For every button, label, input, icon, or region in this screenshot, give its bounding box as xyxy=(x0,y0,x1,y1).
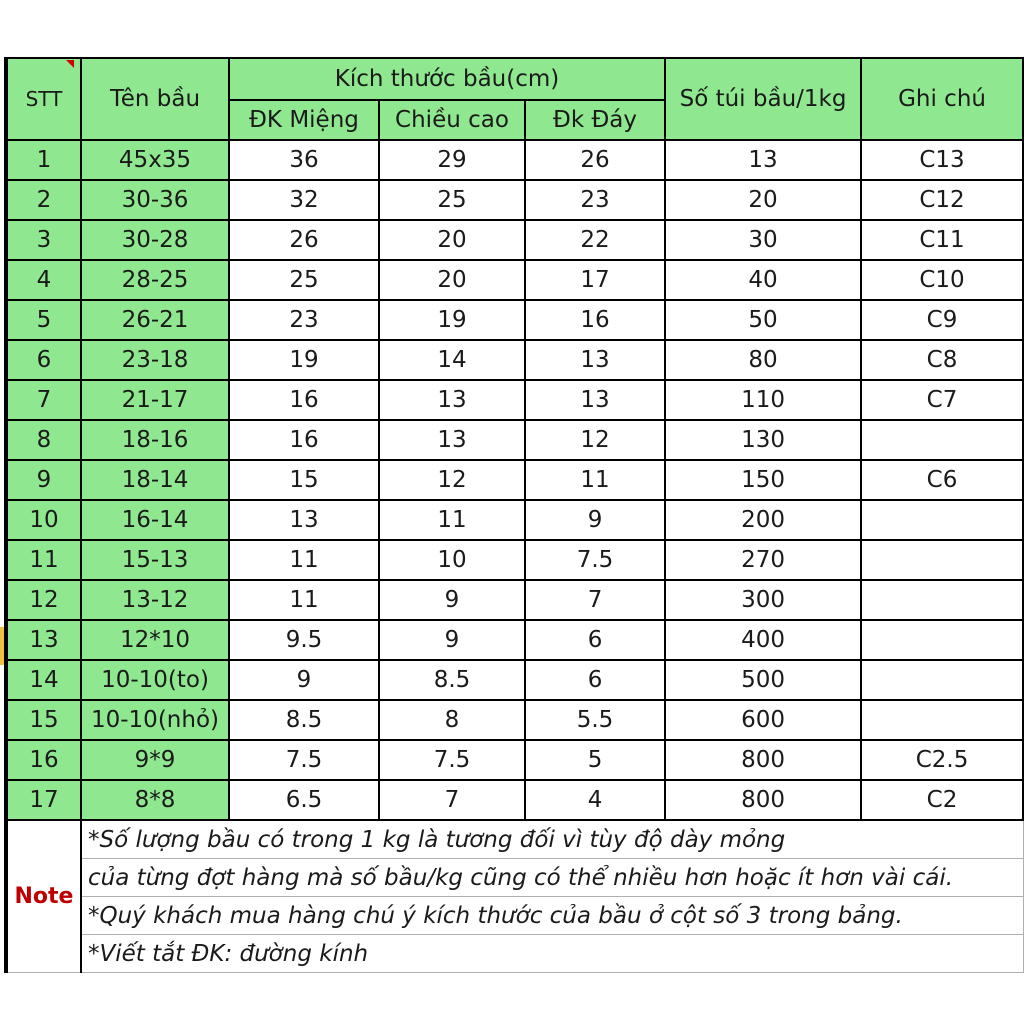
cell-so-tui[interactable]: 30 xyxy=(665,220,861,260)
header-kich-thuoc[interactable]: Kích thước bầu(cm) xyxy=(229,58,665,100)
comment-indicator xyxy=(66,60,74,68)
cell-dk-day[interactable]: 6 xyxy=(525,620,665,660)
note-line[interactable]: *Viết tắt ĐK: đường kính xyxy=(81,935,1023,973)
cell-chieu-cao[interactable]: 25 xyxy=(379,180,525,220)
cell-ten-bau[interactable]: 45x35 xyxy=(81,140,229,180)
table-row xyxy=(7,220,1023,260)
cell-ten-bau[interactable]: 8*8 xyxy=(81,780,229,820)
cell-ten-bau[interactable]: 30-36 xyxy=(81,180,229,220)
table-row xyxy=(7,700,1023,740)
cell-stt[interactable]: 10 xyxy=(7,500,81,540)
cell-ten-bau[interactable]: 18-16 xyxy=(81,420,229,460)
table-row xyxy=(7,580,1023,620)
cell-ten-bau[interactable]: 12*10 xyxy=(81,620,229,660)
cell-dk-mieng[interactable]: 13 xyxy=(229,500,379,540)
cell-ghi-chu[interactable]: C8 xyxy=(861,340,1023,380)
cell-chieu-cao[interactable]: 9 xyxy=(379,620,525,660)
row-selection-marker xyxy=(0,627,4,665)
cell-dk-day[interactable]: 23 xyxy=(525,180,665,220)
cell-ten-bau[interactable]: 10-10(nhỏ) xyxy=(81,700,229,740)
cell-stt[interactable]: 5 xyxy=(7,300,81,340)
cell-ten-bau[interactable]: 21-17 xyxy=(81,380,229,420)
cell-so-tui[interactable]: 40 xyxy=(665,260,861,300)
cell-dk-day[interactable]: 4 xyxy=(525,780,665,820)
cell-ten-bau[interactable]: 30-28 xyxy=(81,220,229,260)
cell-ghi-chu[interactable]: C7 xyxy=(861,380,1023,420)
cell-dk-mieng[interactable]: 7.5 xyxy=(229,740,379,780)
note-row xyxy=(7,935,1023,973)
cell-stt[interactable]: 12 xyxy=(7,580,81,620)
cell-ten-bau[interactable]: 26-21 xyxy=(81,300,229,340)
cell-stt[interactable]: 9 xyxy=(7,460,81,500)
cell-dk-day[interactable]: 17 xyxy=(525,260,665,300)
note-label[interactable]: Note xyxy=(7,820,81,973)
cell-dk-mieng[interactable]: 16 xyxy=(229,420,379,460)
cell-dk-day[interactable]: 22 xyxy=(525,220,665,260)
table-row xyxy=(7,460,1023,500)
cell-dk-day[interactable]: 16 xyxy=(525,300,665,340)
header-so-tui[interactable]: Số túi bầu/1kg xyxy=(665,58,861,140)
cell-dk-day[interactable]: 11 xyxy=(525,460,665,500)
cell-ten-bau[interactable]: 13-12 xyxy=(81,580,229,620)
note-row xyxy=(7,897,1023,935)
cell-dk-mieng[interactable]: 36 xyxy=(229,140,379,180)
cell-dk-mieng[interactable]: 15 xyxy=(229,460,379,500)
table-row xyxy=(7,300,1023,340)
cell-stt[interactable]: 1 xyxy=(7,140,81,180)
cell-dk-day[interactable]: 5 xyxy=(525,740,665,780)
cell-chieu-cao[interactable]: 14 xyxy=(379,340,525,380)
cell-dk-day[interactable]: 7.5 xyxy=(525,540,665,580)
header-dk-mieng[interactable]: ĐK Miệng xyxy=(229,100,379,140)
cell-dk-day[interactable]: 26 xyxy=(525,140,665,180)
cell-so-tui[interactable]: 20 xyxy=(665,180,861,220)
cell-dk-mieng[interactable]: 19 xyxy=(229,340,379,380)
cell-chieu-cao[interactable]: 19 xyxy=(379,300,525,340)
cell-dk-day[interactable]: 9 xyxy=(525,500,665,540)
cell-so-tui[interactable]: 500 xyxy=(665,660,861,700)
cell-chieu-cao[interactable]: 7 xyxy=(379,780,525,820)
table-row xyxy=(7,340,1023,380)
cell-stt[interactable]: 13 xyxy=(7,620,81,660)
cell-dk-mieng[interactable]: 9.5 xyxy=(229,620,379,660)
cell-dk-mieng[interactable]: 23 xyxy=(229,300,379,340)
header-dk-day[interactable]: Đk Đáy xyxy=(525,100,665,140)
cell-so-tui[interactable]: 270 xyxy=(665,540,861,580)
cell-stt[interactable]: 8 xyxy=(7,420,81,460)
cell-chieu-cao[interactable]: 8.5 xyxy=(379,660,525,700)
cell-ghi-chu[interactable]: C2 xyxy=(861,780,1023,820)
cell-ghi-chu[interactable]: C10 xyxy=(861,260,1023,300)
cell-stt[interactable]: 14 xyxy=(7,660,81,700)
cell-so-tui[interactable]: 400 xyxy=(665,620,861,660)
cell-stt[interactable]: 15 xyxy=(7,700,81,740)
table-row xyxy=(7,740,1023,780)
cell-ghi-chu[interactable] xyxy=(861,660,1023,700)
cell-so-tui[interactable]: 110 xyxy=(665,380,861,420)
cell-ghi-chu[interactable]: C2.5 xyxy=(861,740,1023,780)
cell-stt[interactable]: 2 xyxy=(7,180,81,220)
cell-ghi-chu[interactable]: C6 xyxy=(861,460,1023,500)
cell-chieu-cao[interactable]: 20 xyxy=(379,260,525,300)
cell-dk-day[interactable]: 12 xyxy=(525,420,665,460)
table-row xyxy=(7,540,1023,580)
cell-dk-day[interactable]: 5.5 xyxy=(525,700,665,740)
header-chieu-cao[interactable]: Chiều cao xyxy=(379,100,525,140)
cell-ten-bau[interactable]: 15-13 xyxy=(81,540,229,580)
cell-ghi-chu[interactable] xyxy=(861,540,1023,580)
cell-chieu-cao[interactable]: 8 xyxy=(379,700,525,740)
note-line[interactable]: *Số lượng bầu có trong 1 kg là tương đối vì tùy độ dày mỏng xyxy=(81,820,1023,859)
cell-chieu-cao[interactable]: 13 xyxy=(379,380,525,420)
cell-dk-mieng[interactable]: 9 xyxy=(229,660,379,700)
cell-dk-mieng[interactable]: 6.5 xyxy=(229,780,379,820)
cell-dk-day[interactable]: 7 xyxy=(525,580,665,620)
cell-so-tui[interactable]: 800 xyxy=(665,780,861,820)
table-body xyxy=(7,140,1023,820)
table-row xyxy=(7,420,1023,460)
table-row xyxy=(7,660,1023,700)
cell-so-tui[interactable]: 13 xyxy=(665,140,861,180)
header-ten-bau[interactable]: Tên bầu xyxy=(81,58,229,140)
cell-dk-mieng[interactable]: 26 xyxy=(229,220,379,260)
cell-so-tui[interactable]: 600 xyxy=(665,700,861,740)
cell-ghi-chu[interactable] xyxy=(861,620,1023,660)
cell-dk-mieng[interactable]: 32 xyxy=(229,180,379,220)
table-row xyxy=(7,500,1023,540)
table-row xyxy=(7,260,1023,300)
table-row xyxy=(7,140,1023,180)
cell-ghi-chu[interactable]: C11 xyxy=(861,220,1023,260)
header-ghi-chu[interactable]: Ghi chú xyxy=(861,58,1023,140)
cell-ghi-chu[interactable]: C9 xyxy=(861,300,1023,340)
notes-section xyxy=(7,820,1023,973)
cell-so-tui[interactable]: 80 xyxy=(665,340,861,380)
cell-chieu-cao[interactable]: 12 xyxy=(379,460,525,500)
cell-chieu-cao[interactable]: 10 xyxy=(379,540,525,580)
cell-so-tui[interactable]: 50 xyxy=(665,300,861,340)
cell-dk-day[interactable]: 13 xyxy=(525,380,665,420)
cell-stt[interactable]: 6 xyxy=(7,340,81,380)
cell-ten-bau[interactable]: 28-25 xyxy=(81,260,229,300)
cell-so-tui[interactable]: 130 xyxy=(665,420,861,460)
bag-size-table xyxy=(6,57,1024,973)
note-line[interactable]: của từng đợt hàng mà số bầu/kg cũng có thể nhiều hơn hoặc ít hơn vài cái. xyxy=(81,859,1023,897)
cell-dk-day[interactable]: 6 xyxy=(525,660,665,700)
cell-stt[interactable]: 16 xyxy=(7,740,81,780)
cell-chieu-cao[interactable]: 9 xyxy=(379,580,525,620)
cell-stt[interactable]: 4 xyxy=(7,260,81,300)
header-row-1 xyxy=(7,58,1023,100)
note-line[interactable]: *Quý khách mua hàng chú ý kích thước của bầu ở cột số 3 trong bảng. xyxy=(81,897,1023,935)
cell-chieu-cao[interactable]: 11 xyxy=(379,500,525,540)
header-stt[interactable]: STT xyxy=(7,58,81,140)
cell-chieu-cao[interactable]: 20 xyxy=(379,220,525,260)
cell-ghi-chu[interactable] xyxy=(861,580,1023,620)
cell-stt[interactable]: 3 xyxy=(7,220,81,260)
cell-so-tui[interactable]: 150 xyxy=(665,460,861,500)
cell-so-tui[interactable]: 800 xyxy=(665,740,861,780)
cell-chieu-cao[interactable]: 7.5 xyxy=(379,740,525,780)
note-row xyxy=(7,859,1023,897)
cell-chieu-cao[interactable]: 29 xyxy=(379,140,525,180)
cell-ten-bau[interactable]: 23-18 xyxy=(81,340,229,380)
cell-ten-bau[interactable]: 9*9 xyxy=(81,740,229,780)
table-row xyxy=(7,620,1023,660)
cell-dk-mieng[interactable]: 11 xyxy=(229,580,379,620)
cell-ten-bau[interactable]: 18-14 xyxy=(81,460,229,500)
cell-dk-day[interactable]: 13 xyxy=(525,340,665,380)
spreadsheet xyxy=(4,57,1022,973)
cell-dk-mieng[interactable]: 16 xyxy=(229,380,379,420)
cell-chieu-cao[interactable]: 13 xyxy=(379,420,525,460)
table-row xyxy=(7,780,1023,820)
cell-ten-bau[interactable]: 16-14 xyxy=(81,500,229,540)
note-row xyxy=(7,820,1023,859)
cell-so-tui[interactable]: 200 xyxy=(665,500,861,540)
cell-ghi-chu[interactable]: C13 xyxy=(861,140,1023,180)
cell-dk-mieng[interactable]: 11 xyxy=(229,540,379,580)
cell-dk-mieng[interactable]: 8.5 xyxy=(229,700,379,740)
cell-ghi-chu[interactable]: C12 xyxy=(861,180,1023,220)
cell-dk-mieng[interactable]: 25 xyxy=(229,260,379,300)
table-row xyxy=(7,380,1023,420)
table-row xyxy=(7,180,1023,220)
cell-ghi-chu[interactable] xyxy=(861,420,1023,460)
cell-stt[interactable]: 17 xyxy=(7,780,81,820)
cell-stt[interactable]: 11 xyxy=(7,540,81,580)
cell-ghi-chu[interactable] xyxy=(861,700,1023,740)
cell-ghi-chu[interactable] xyxy=(861,500,1023,540)
cell-stt[interactable]: 7 xyxy=(7,380,81,420)
cell-ten-bau[interactable]: 10-10(to) xyxy=(81,660,229,700)
cell-so-tui[interactable]: 300 xyxy=(665,580,861,620)
